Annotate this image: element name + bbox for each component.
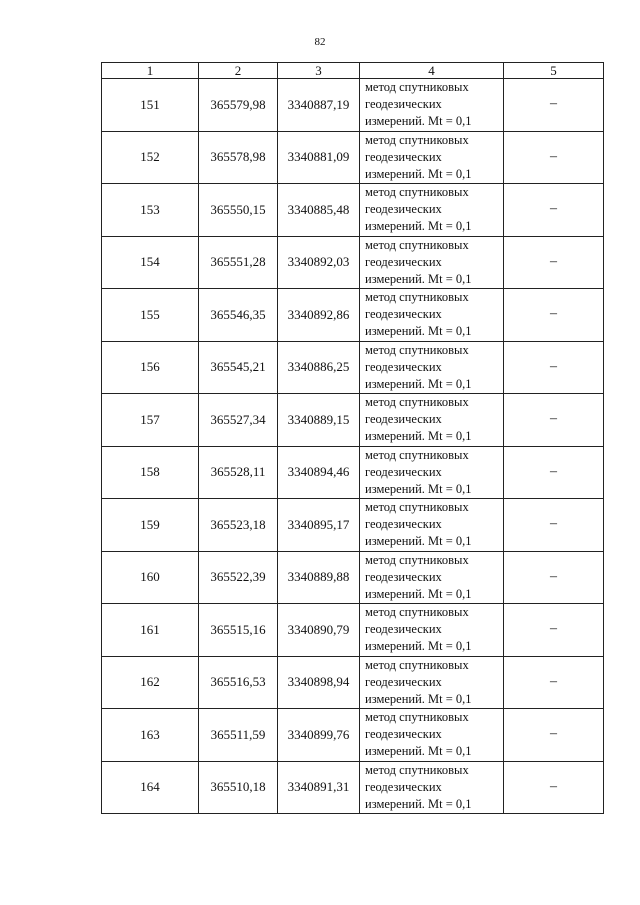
method-line: метод спутниковых [365,237,469,252]
method-line: метод спутниковых [365,552,469,567]
x-coordinate-cell: 365510,18 [199,761,278,814]
method-line: измерений. Mt = 0,1 [365,534,472,549]
x-coordinate-cell: 365546,35 [199,289,278,342]
table-row [102,236,604,289]
method-cell [360,131,504,184]
method-line: метод спутниковых [365,80,469,95]
y-coordinate-cell: 3340890,79 [278,604,360,657]
column-header-2: 2 [199,63,278,79]
table-row [102,79,604,132]
table-row [102,656,604,709]
x-coordinate-cell: 365522,39 [199,551,278,604]
method-line: метод спутниковых [365,762,469,777]
method-cell [360,236,504,289]
method-line: метод спутниковых [365,395,469,410]
method-line: геодезических [365,779,442,794]
method-cell [360,499,504,552]
y-coordinate-cell: 3340895,17 [278,499,360,552]
note-cell: – [504,289,604,342]
x-coordinate-cell: 365527,34 [199,394,278,447]
note-cell: – [504,236,604,289]
note-cell: – [504,446,604,499]
note-cell: – [504,79,604,132]
table-row [102,551,604,604]
method-line: геодезических [365,517,442,532]
method-line: измерений. Mt = 0,1 [365,586,472,601]
method-line: метод спутниковых [365,185,469,200]
point-number-cell: 162 [102,656,199,709]
method-cell [360,341,504,394]
method-line: геодезических [365,674,442,689]
method-line: измерений. Mt = 0,1 [365,376,472,391]
column-header-3: 3 [278,63,360,79]
point-number-cell: 151 [102,79,199,132]
table-row [102,131,604,184]
table-row [102,709,604,762]
y-coordinate-cell: 3340898,94 [278,656,360,709]
method-line: геодезических [365,359,442,374]
point-number-cell: 163 [102,709,199,762]
method-line: измерений. Mt = 0,1 [365,324,472,339]
method-line: метод спутниковых [365,447,469,462]
y-coordinate-cell: 3340899,76 [278,709,360,762]
table-row [102,446,604,499]
method-line: измерений. Mt = 0,1 [365,114,472,129]
table-row [102,184,604,237]
method-line: метод спутниковых [365,132,469,147]
method-line: геодезических [365,464,442,479]
note-cell: – [504,131,604,184]
y-coordinate-cell: 3340881,09 [278,131,360,184]
method-line: метод спутниковых [365,605,469,620]
y-coordinate-cell: 3340885,48 [278,184,360,237]
method-line: геодезических [365,307,442,322]
method-line: геодезических [365,202,442,217]
note-cell: – [504,709,604,762]
y-coordinate-cell: 3340891,31 [278,761,360,814]
method-line: измерений. Mt = 0,1 [365,481,472,496]
y-coordinate-cell: 3340887,19 [278,79,360,132]
y-coordinate-cell: 3340892,03 [278,236,360,289]
method-line: геодезических [365,254,442,269]
point-number-cell: 161 [102,604,199,657]
method-line: геодезических [365,569,442,584]
point-number-cell: 155 [102,289,199,342]
point-number-cell: 158 [102,446,199,499]
x-coordinate-cell: 365550,15 [199,184,278,237]
method-cell [360,394,504,447]
method-cell [360,709,504,762]
x-coordinate-cell: 365578,98 [199,131,278,184]
table-row [102,341,604,394]
note-cell: – [504,394,604,447]
method-line: геодезических [365,727,442,742]
x-coordinate-cell: 365528,11 [199,446,278,499]
column-header-1: 1 [102,63,199,79]
method-cell [360,79,504,132]
note-cell: – [504,341,604,394]
point-number-cell: 153 [102,184,199,237]
table-row [102,289,604,342]
method-line: измерений. Mt = 0,1 [365,639,472,654]
x-coordinate-cell: 365516,53 [199,656,278,709]
method-cell [360,761,504,814]
method-line: метод спутниковых [365,710,469,725]
method-line: метод спутниковых [365,500,469,515]
y-coordinate-cell: 3340892,86 [278,289,360,342]
coordinates-table [101,62,604,814]
x-coordinate-cell: 365515,16 [199,604,278,657]
method-line: геодезических [365,412,442,427]
method-cell [360,551,504,604]
table-row [102,499,604,552]
y-coordinate-cell: 3340886,25 [278,341,360,394]
method-line: метод спутниковых [365,657,469,672]
table-row [102,604,604,657]
y-coordinate-cell: 3340889,15 [278,394,360,447]
x-coordinate-cell: 365511,59 [199,709,278,762]
point-number-cell: 160 [102,551,199,604]
note-cell: – [504,656,604,709]
method-line: измерений. Mt = 0,1 [365,744,472,759]
point-number-cell: 154 [102,236,199,289]
note-cell: – [504,551,604,604]
method-cell [360,446,504,499]
column-header-4: 4 [360,63,504,79]
method-line: измерений. Mt = 0,1 [365,166,472,181]
note-cell: – [504,761,604,814]
y-coordinate-cell: 3340894,46 [278,446,360,499]
x-coordinate-cell: 365579,98 [199,79,278,132]
column-header-5: 5 [504,63,604,79]
table-row [102,761,604,814]
method-cell [360,184,504,237]
x-coordinate-cell: 365551,28 [199,236,278,289]
method-cell [360,289,504,342]
method-line: измерений. Mt = 0,1 [365,691,472,706]
table-header-row [102,63,604,79]
method-cell [360,604,504,657]
method-line: геодезических [365,149,442,164]
note-cell: – [504,604,604,657]
method-cell [360,656,504,709]
method-line: геодезических [365,622,442,637]
note-cell: – [504,499,604,552]
point-number-cell: 156 [102,341,199,394]
method-line: геодезических [365,97,442,112]
table-row [102,394,604,447]
page-number: 82 [314,36,326,48]
point-number-cell: 157 [102,394,199,447]
point-number-cell: 159 [102,499,199,552]
point-number-cell: 164 [102,761,199,814]
method-line: измерений. Mt = 0,1 [365,429,472,444]
method-line: метод спутниковых [365,290,469,305]
x-coordinate-cell: 365523,18 [199,499,278,552]
x-coordinate-cell: 365545,21 [199,341,278,394]
note-cell: – [504,184,604,237]
method-line: измерений. Mt = 0,1 [365,219,472,234]
method-line: измерений. Mt = 0,1 [365,796,472,811]
method-line: метод спутниковых [365,342,469,357]
method-line: измерений. Mt = 0,1 [365,271,472,286]
y-coordinate-cell: 3340889,88 [278,551,360,604]
table-body [102,79,604,814]
point-number-cell: 152 [102,131,199,184]
